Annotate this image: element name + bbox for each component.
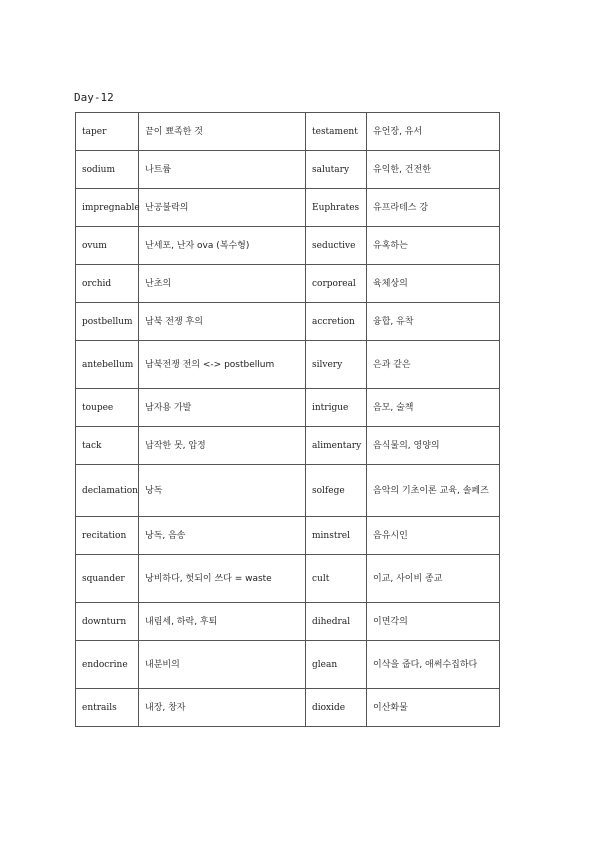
word-cell: seductive (306, 227, 367, 265)
word-cell: intrigue (306, 389, 367, 427)
word-cell: alimentary (306, 427, 367, 465)
table-row (76, 603, 500, 641)
table-row (76, 303, 500, 341)
meaning-cell: 은과 같은 (367, 341, 500, 389)
table-row (76, 689, 500, 727)
meaning-cell: 남북전쟁 전의 <-> postbellum (139, 341, 306, 389)
meaning-cell: 내림세, 하락, 후퇴 (139, 603, 306, 641)
meaning-cell: 내분비의 (139, 641, 306, 689)
meaning-cell: 이산화물 (367, 689, 500, 727)
word-cell: downturn (76, 603, 139, 641)
word-cell: salutary (306, 151, 367, 189)
table-row (76, 517, 500, 555)
meaning-cell: 유혹하는 (367, 227, 500, 265)
page-title: Day-12 (74, 91, 114, 104)
word-cell: ovum (76, 227, 139, 265)
word-cell: declamation (76, 465, 139, 517)
table-row (76, 227, 500, 265)
meaning-cell: 난공불락의 (139, 189, 306, 227)
word-cell: minstrel (306, 517, 367, 555)
word-cell: postbellum (76, 303, 139, 341)
word-cell: accretion (306, 303, 367, 341)
meaning-cell: 음모, 술책 (367, 389, 500, 427)
table-row (76, 465, 500, 517)
table-row (76, 641, 500, 689)
meaning-cell: 육체상의 (367, 265, 500, 303)
meaning-cell: 유프라테스 강 (367, 189, 500, 227)
meaning-cell: 음악의 기초이론 교육, 솔페즈 (367, 465, 500, 517)
meaning-cell: 남자용 가발 (139, 389, 306, 427)
meaning-cell: 유익한, 건전한 (367, 151, 500, 189)
table-row (76, 389, 500, 427)
meaning-cell: 남북 전쟁 후의 (139, 303, 306, 341)
word-cell: dioxide (306, 689, 367, 727)
meaning-cell: 내장, 창자 (139, 689, 306, 727)
word-cell: silvery (306, 341, 367, 389)
word-cell: toupee (76, 389, 139, 427)
meaning-cell: 음유시인 (367, 517, 500, 555)
word-cell: recitation (76, 517, 139, 555)
meaning-cell: 이삭을 줍다, 애써수집하다 (367, 641, 500, 689)
word-cell: orchid (76, 265, 139, 303)
meaning-cell: 음식물의, 영양의 (367, 427, 500, 465)
meaning-cell: 융합, 유착 (367, 303, 500, 341)
word-cell: solfege (306, 465, 367, 517)
word-cell: taper (76, 113, 139, 151)
meaning-cell: 낭독 (139, 465, 306, 517)
word-cell: impregnable (76, 189, 139, 227)
word-cell: dihedral (306, 603, 367, 641)
table-row (76, 555, 500, 603)
word-cell: tack (76, 427, 139, 465)
meaning-cell: 낭비하다, 헛되이 쓰다 = waste (139, 555, 306, 603)
table-row (76, 341, 500, 389)
meaning-cell: 나트륨 (139, 151, 306, 189)
table-row (76, 151, 500, 189)
word-cell: squander (76, 555, 139, 603)
word-cell: testament (306, 113, 367, 151)
word-cell: corporeal (306, 265, 367, 303)
meaning-cell: 끝이 뾰족한 것 (139, 113, 306, 151)
table-row (76, 189, 500, 227)
word-cell: cult (306, 555, 367, 603)
word-cell: sodium (76, 151, 139, 189)
meaning-cell: 납작한 못, 압정 (139, 427, 306, 465)
word-cell: Euphrates (306, 189, 367, 227)
meaning-cell: 유언장, 유서 (367, 113, 500, 151)
meaning-cell: 이면각의 (367, 603, 500, 641)
meaning-cell: 낭독, 음송 (139, 517, 306, 555)
table-row (76, 113, 500, 151)
meaning-cell: 난초의 (139, 265, 306, 303)
word-cell: glean (306, 641, 367, 689)
vocabulary-table (75, 112, 500, 727)
table-row (76, 265, 500, 303)
table-row (76, 427, 500, 465)
word-cell: antebellum (76, 341, 139, 389)
meaning-cell: 난세포, 난자 ova (복수형) (139, 227, 306, 265)
meaning-cell: 이교, 사이비 종교 (367, 555, 500, 603)
word-cell: entrails (76, 689, 139, 727)
word-cell: endocrine (76, 641, 139, 689)
